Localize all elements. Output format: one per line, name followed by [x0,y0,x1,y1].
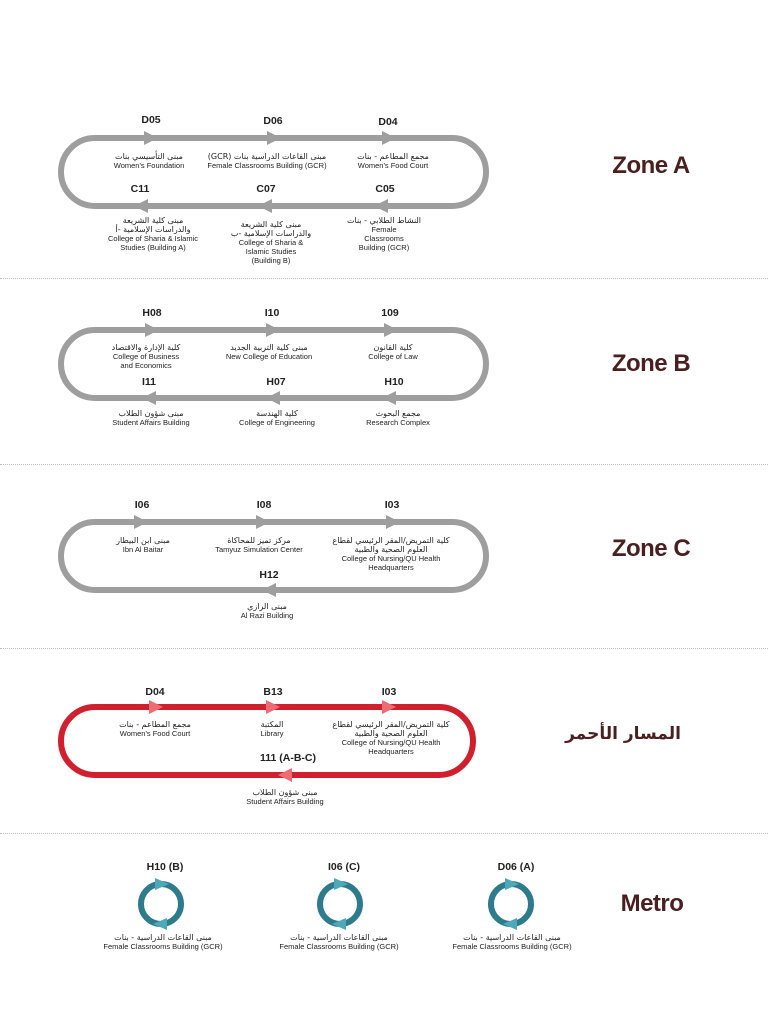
metro-station-code-1: H10 (B) [146,861,184,873]
zone-b-bottom-code-2: H07 [266,376,286,388]
metro-loop-icon [483,876,539,932]
metro-title: Metro [620,890,684,917]
zone-c-top-code-1: I06 [134,499,150,511]
stop-label-ar: كلية الإدارة والاقتصاد [111,343,181,352]
metro-loop-icon [133,876,189,932]
stop-label-en: Student Affairs Building [112,418,190,427]
zone-c-top-code-2: I08 [256,499,272,511]
zone-a-bottom-code-3: C05 [375,183,395,195]
stop-label-en: College of Sharia & Islamic Studies (Building B) [238,238,304,265]
stop-label-en: Ibn Al Baitar [122,545,164,554]
stop-label-en: College of Sharia & Islamic Studies (Building A) [107,234,199,252]
stop-label-ar: كلية الهندسة [256,409,298,418]
zone-b-title: Zone B [611,350,691,377]
stop-label-ar: مجمع المطاعم - بنات [357,152,429,161]
stop-label-en: College of Nursing/QU Health Headquarters [341,738,441,756]
zone-c-title: Zone C [611,535,691,562]
zone-b-top-code-1: H08 [142,307,162,319]
zone-c-top-code-3: I03 [384,499,400,511]
stop-label-en: Al Razi Building [240,611,294,620]
red-route-top-code-3: I03 [381,686,397,698]
stop-label-en: Research Complex [366,418,430,427]
stop-label-ar: مبنى كلية الشريعة والدراسات الإسلامية -ب [230,220,312,238]
red-route-bottom-code-1: 111 (A-B-C) [259,752,316,764]
metro-station-3[interactable] [437,933,587,951]
stop-label-en: Female Classrooms Building (GCR) [103,942,223,951]
stop-label-en: Student Affairs Building [246,797,324,806]
stop-label-ar: كلية التمريض/المقر الرئيسي لقطاع العلوم الصحية والطبية [332,536,450,554]
zone-a-bottom-code-2: C07 [256,183,276,195]
stop-label-ar: مبنى القاعات الدراسية - بنات [290,933,388,942]
stop-label-en: Library [260,729,284,738]
zone-b-top-code-3: 109 [381,307,399,319]
stop-label-ar: النشاط الطلابي - بنات [346,216,422,225]
stop-label-ar: مبنى التأسيسي بنات [115,152,183,161]
stop-label-ar: كلية التمريض/المقر الرئيسي لقطاع العلوم الصحية والطبية [332,720,450,738]
stop-label-ar: مبنى كلية الشريعة والدراسات الإسلامية -أ [115,216,191,234]
zone-b-top-code-2: I10 [264,307,280,319]
stop-label-en: Women's Foundation [113,161,185,170]
stop-label-en: Tamyuz Simulation Center [215,545,303,554]
stop-label-en: College of Business and Economics [112,352,180,370]
stop-label-ar: مجمع البحوث [375,409,421,418]
stop-label-en: Female Classrooms Building (GCR) [279,942,399,951]
red-route-title: المسار الأحمر [565,724,681,744]
red-route-top-code-2: B13 [263,686,283,698]
stop-label-ar: مبنى القاعات الدراسية - بنات [114,933,212,942]
red-route-top-code-1: D04 [145,686,165,698]
zone-a-top-code-2: D06 [263,115,283,127]
stop-label-ar: مجمع المطاعم - بنات [119,720,191,729]
zone-b-bottom-code-3: H10 [384,376,404,388]
zone-b-bottom-code-1: I11 [141,376,157,388]
stop-label-ar: مبنى ابن البيطار [116,536,170,545]
metro-loop-icon [312,876,368,932]
stop-label-en: Female Classrooms Building (GCR) [358,225,410,252]
stop-label-ar: مركز تميز للمحاكاة [227,536,291,545]
stop-label-en: Women's Food Court [357,161,429,170]
zone-a-title: Zone A [612,152,690,179]
metro-station-2[interactable] [264,933,414,951]
stop-label-en: College of Engineering [239,418,315,427]
stop-label-ar: المكتبة [260,720,284,729]
zone-a-top-code-1: D05 [141,114,161,126]
stop-label-en: Female Classrooms Building (GCR) [452,942,572,951]
zone-a-bottom-code-1: C11 [130,183,150,195]
metro-station-1[interactable] [88,933,238,951]
metro-station-code-3: D06 (A) [497,861,535,873]
stop-label-en: Female Classrooms Building (GCR) [207,161,327,170]
stop-label-ar: كلية القانون [373,343,413,352]
stop-label-ar: مبنى القاعات الدراسية بنات (GCR) [207,152,327,161]
stop-label-ar: مبنى شؤون الطلاب [252,788,318,797]
stop-label-ar: مبنى القاعات الدراسية - بنات [463,933,561,942]
stop-label-en: College of Law [368,352,418,361]
stop-label-en: Women's Food Court [119,729,191,738]
stop-label-en: College of Nursing/QU Health Headquarters [341,554,441,572]
zone-a-top-code-3: D04 [378,116,398,128]
metro-station-code-2: I06 (C) [327,861,361,873]
stop-label-ar: مبنى كلية التربية الجديد [230,343,308,352]
stop-label-ar: مبنى الرازي [247,602,287,611]
zone-c-bottom-code-1: H12 [259,569,279,581]
stop-label-ar: مبنى شؤون الطلاب [118,409,184,418]
stop-label-en: New College of Education [225,352,313,361]
